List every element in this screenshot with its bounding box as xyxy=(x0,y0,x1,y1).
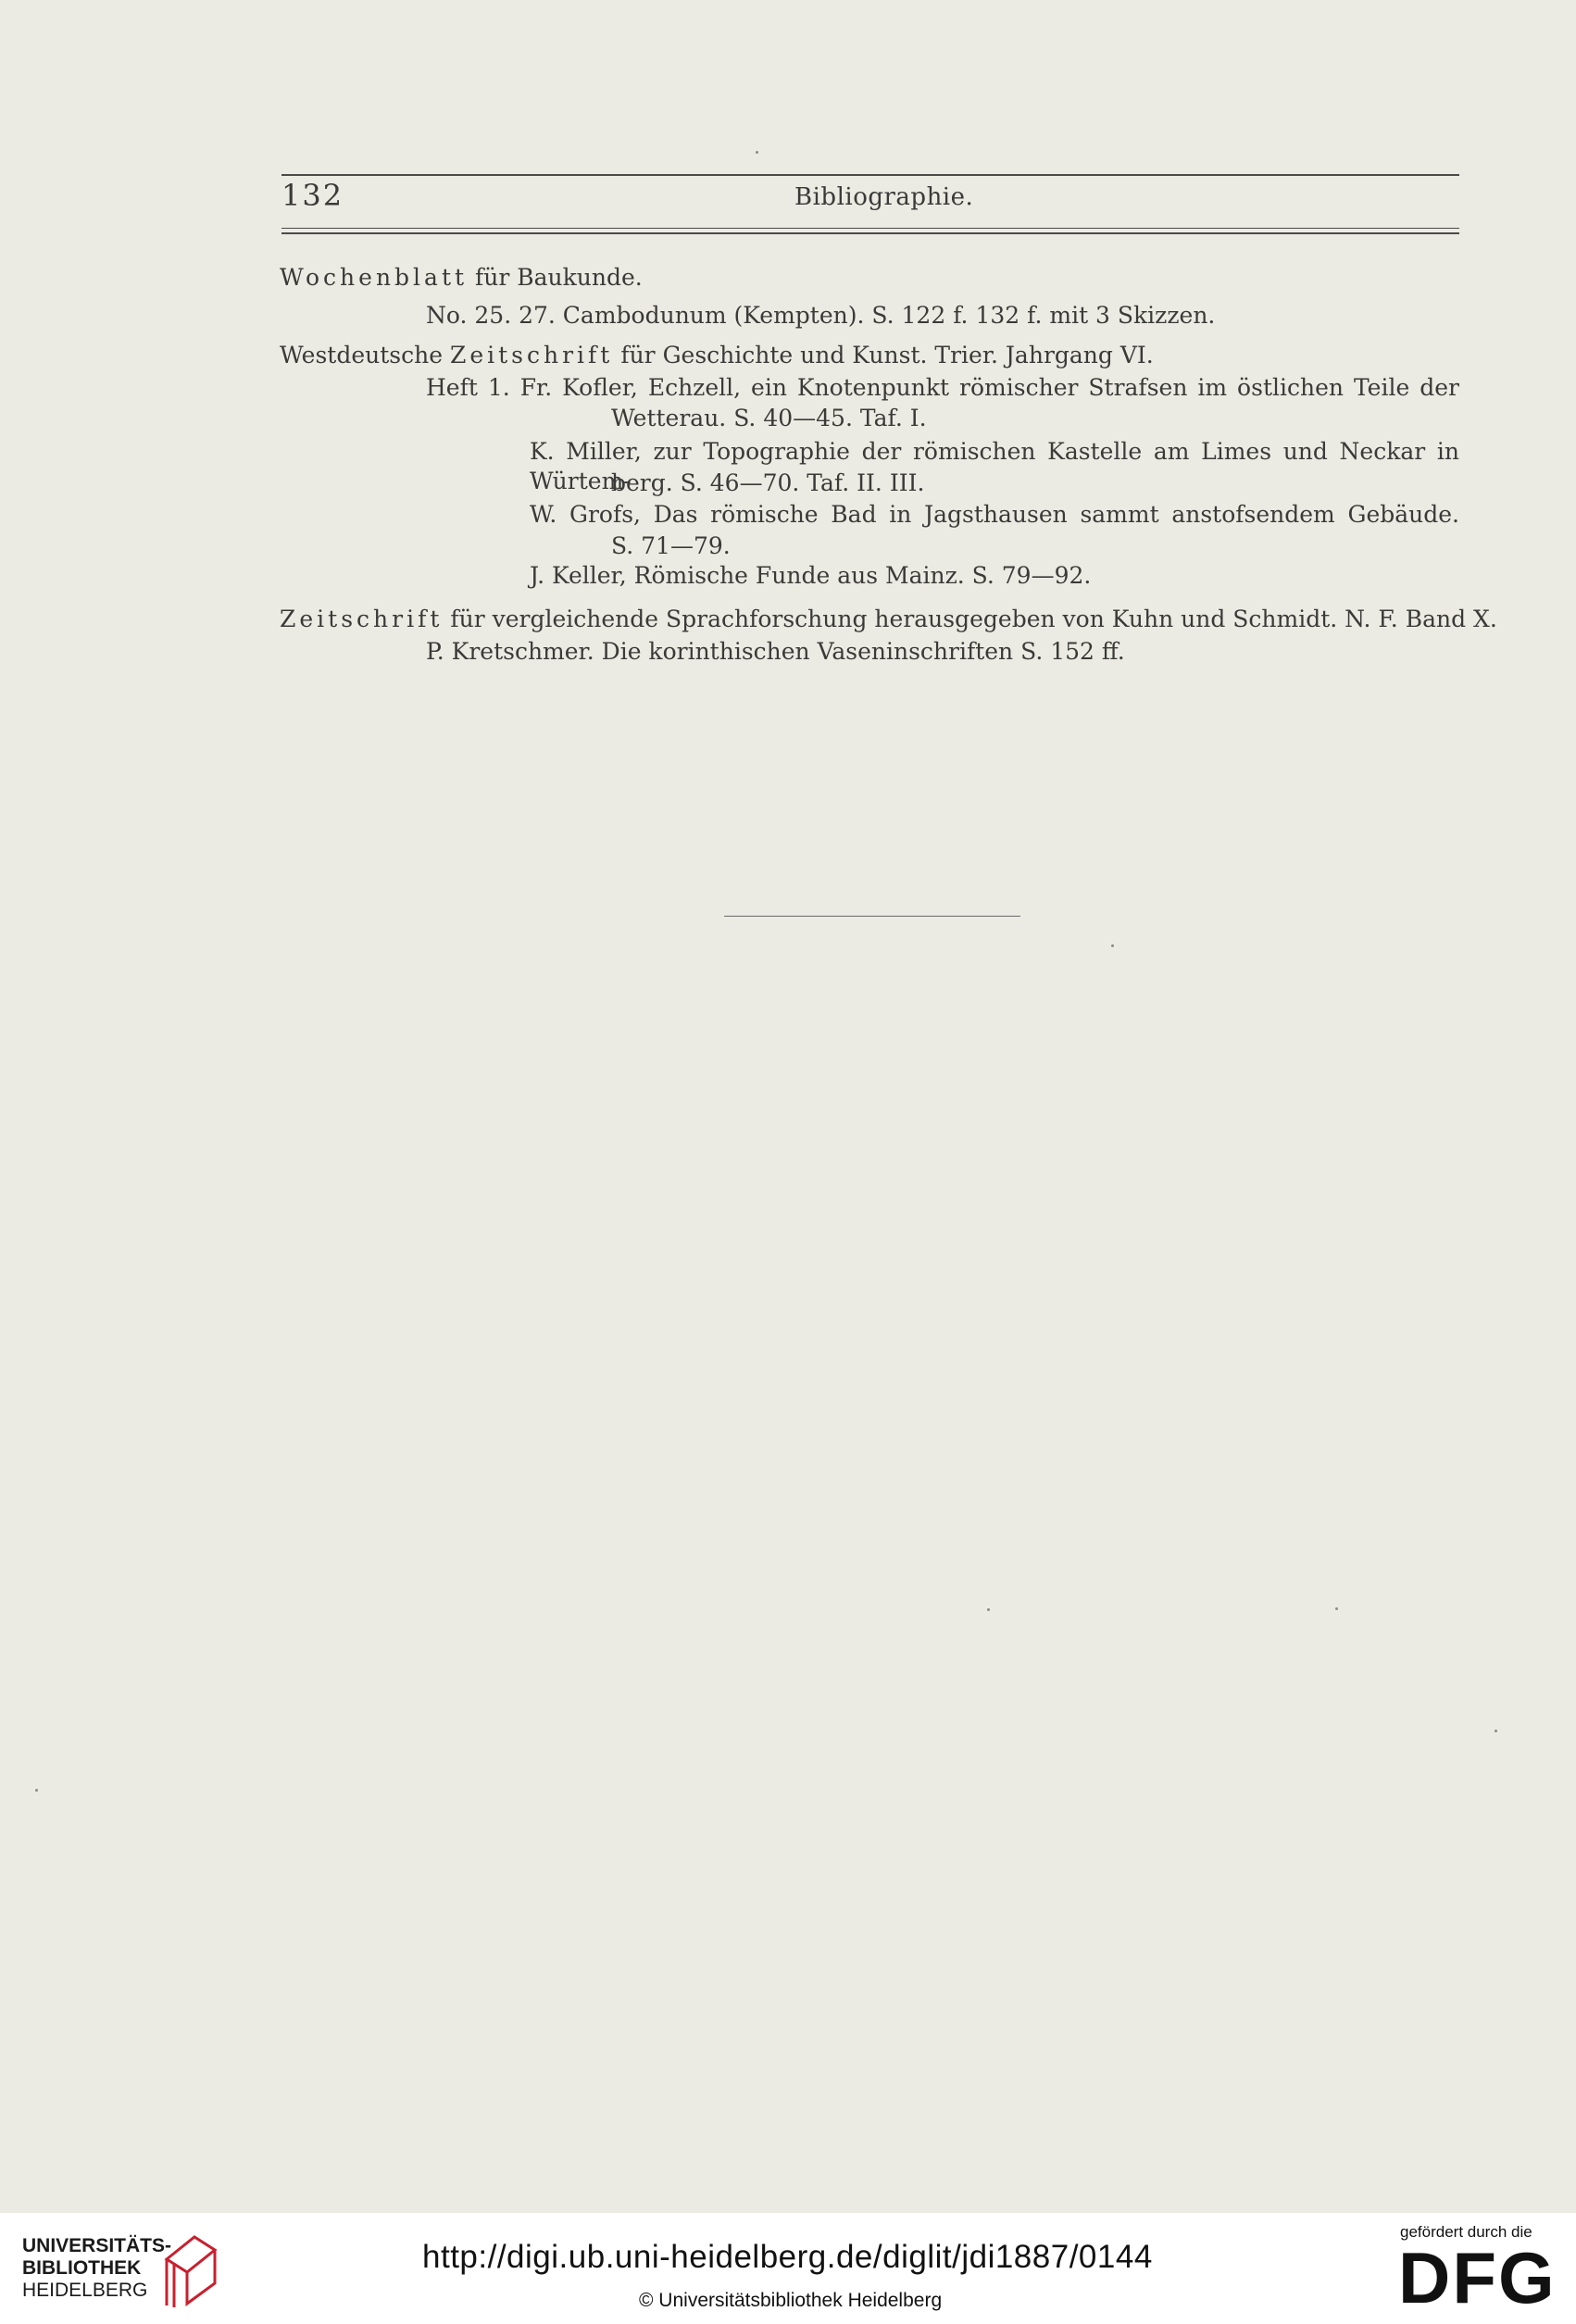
library-line-2: BIBLIOTHEK xyxy=(22,2257,142,2279)
entry-heading xyxy=(280,341,1154,370)
entry-line: W. Grofs, Das römische Bad in Jagsthausen sammt anstofsendem Gebäude. xyxy=(530,501,1459,528)
journal-title-rest: für Geschichte und Kunst. Trier. Jahrgang VI. xyxy=(620,342,1154,369)
journal-title-pre: Westdeutsche xyxy=(280,342,444,369)
library-logo-icon xyxy=(157,2231,222,2311)
dust-speck xyxy=(756,151,758,154)
journal-title: Zeitschrift xyxy=(280,606,444,632)
dust-speck xyxy=(35,1789,38,1792)
dfg-logo: DFG xyxy=(1398,2237,1557,2318)
copyright-notice: © Universitätsbibliothek Heidelberg xyxy=(639,2290,943,2311)
journal-title: Zeitschrift xyxy=(449,342,614,369)
running-title: Bibliographie. xyxy=(794,183,974,211)
sponsor-caption: gefördert durch die xyxy=(1400,2223,1532,2241)
entry-line: P. Kretschmer. Die korinthischen Vaseninschriften S. 152 ff. xyxy=(426,638,1125,665)
library-line-1: UNIVERSITÄTS- xyxy=(22,2235,172,2256)
dust-speck xyxy=(1495,1730,1497,1732)
entry-heading xyxy=(280,605,1497,634)
dust-speck xyxy=(1335,1607,1338,1610)
entry-line: J. Keller, Römische Funde aus Mainz. S. 79—92. xyxy=(530,562,1092,589)
entry-line: berg. S. 46—70. Taf. II. III. xyxy=(611,469,925,496)
journal-title: Wochenblatt xyxy=(280,264,469,291)
dust-speck xyxy=(987,1608,990,1611)
entry-line: S. 71—79. xyxy=(611,532,731,559)
entry-line: No. 25. 27. Cambodunum (Kempten). S. 122 f. 132 f. mit 3 Skizzen. xyxy=(426,302,1216,329)
header-top-rule xyxy=(281,174,1459,176)
entry-line: K. Miller, zur Topographie der römischen Kastelle am Limes und Neckar in Würtem- xyxy=(530,438,1459,494)
page-number: 132 xyxy=(281,178,344,213)
entry-heading xyxy=(280,263,643,293)
end-rule xyxy=(724,916,1020,917)
source-url-link[interactable]: http://digi.ub.uni-heidelberg.de/diglit/jdi1887/0144 xyxy=(422,2239,1153,2275)
entry-line: Heft 1. Fr. Kofler, Echzell, ein Knotenpunkt römischer Strafsen im östlichen Teile der xyxy=(426,374,1459,401)
entry-line: Wetterau. S. 40—45. Taf. I. xyxy=(611,405,927,431)
library-logo-text xyxy=(22,2235,171,2302)
header-bottom-rule xyxy=(281,228,1459,229)
journal-title-rest: für Baukunde. xyxy=(475,264,643,291)
header-bottom-rule-2 xyxy=(281,232,1459,234)
journal-title-rest: für vergleichende Sprachforschung herausgegeben von Kuhn und Schmidt. N. F. Band X. xyxy=(450,606,1497,632)
dust-speck xyxy=(1111,944,1114,947)
library-line-3: HEIDELBERG xyxy=(22,2280,148,2301)
